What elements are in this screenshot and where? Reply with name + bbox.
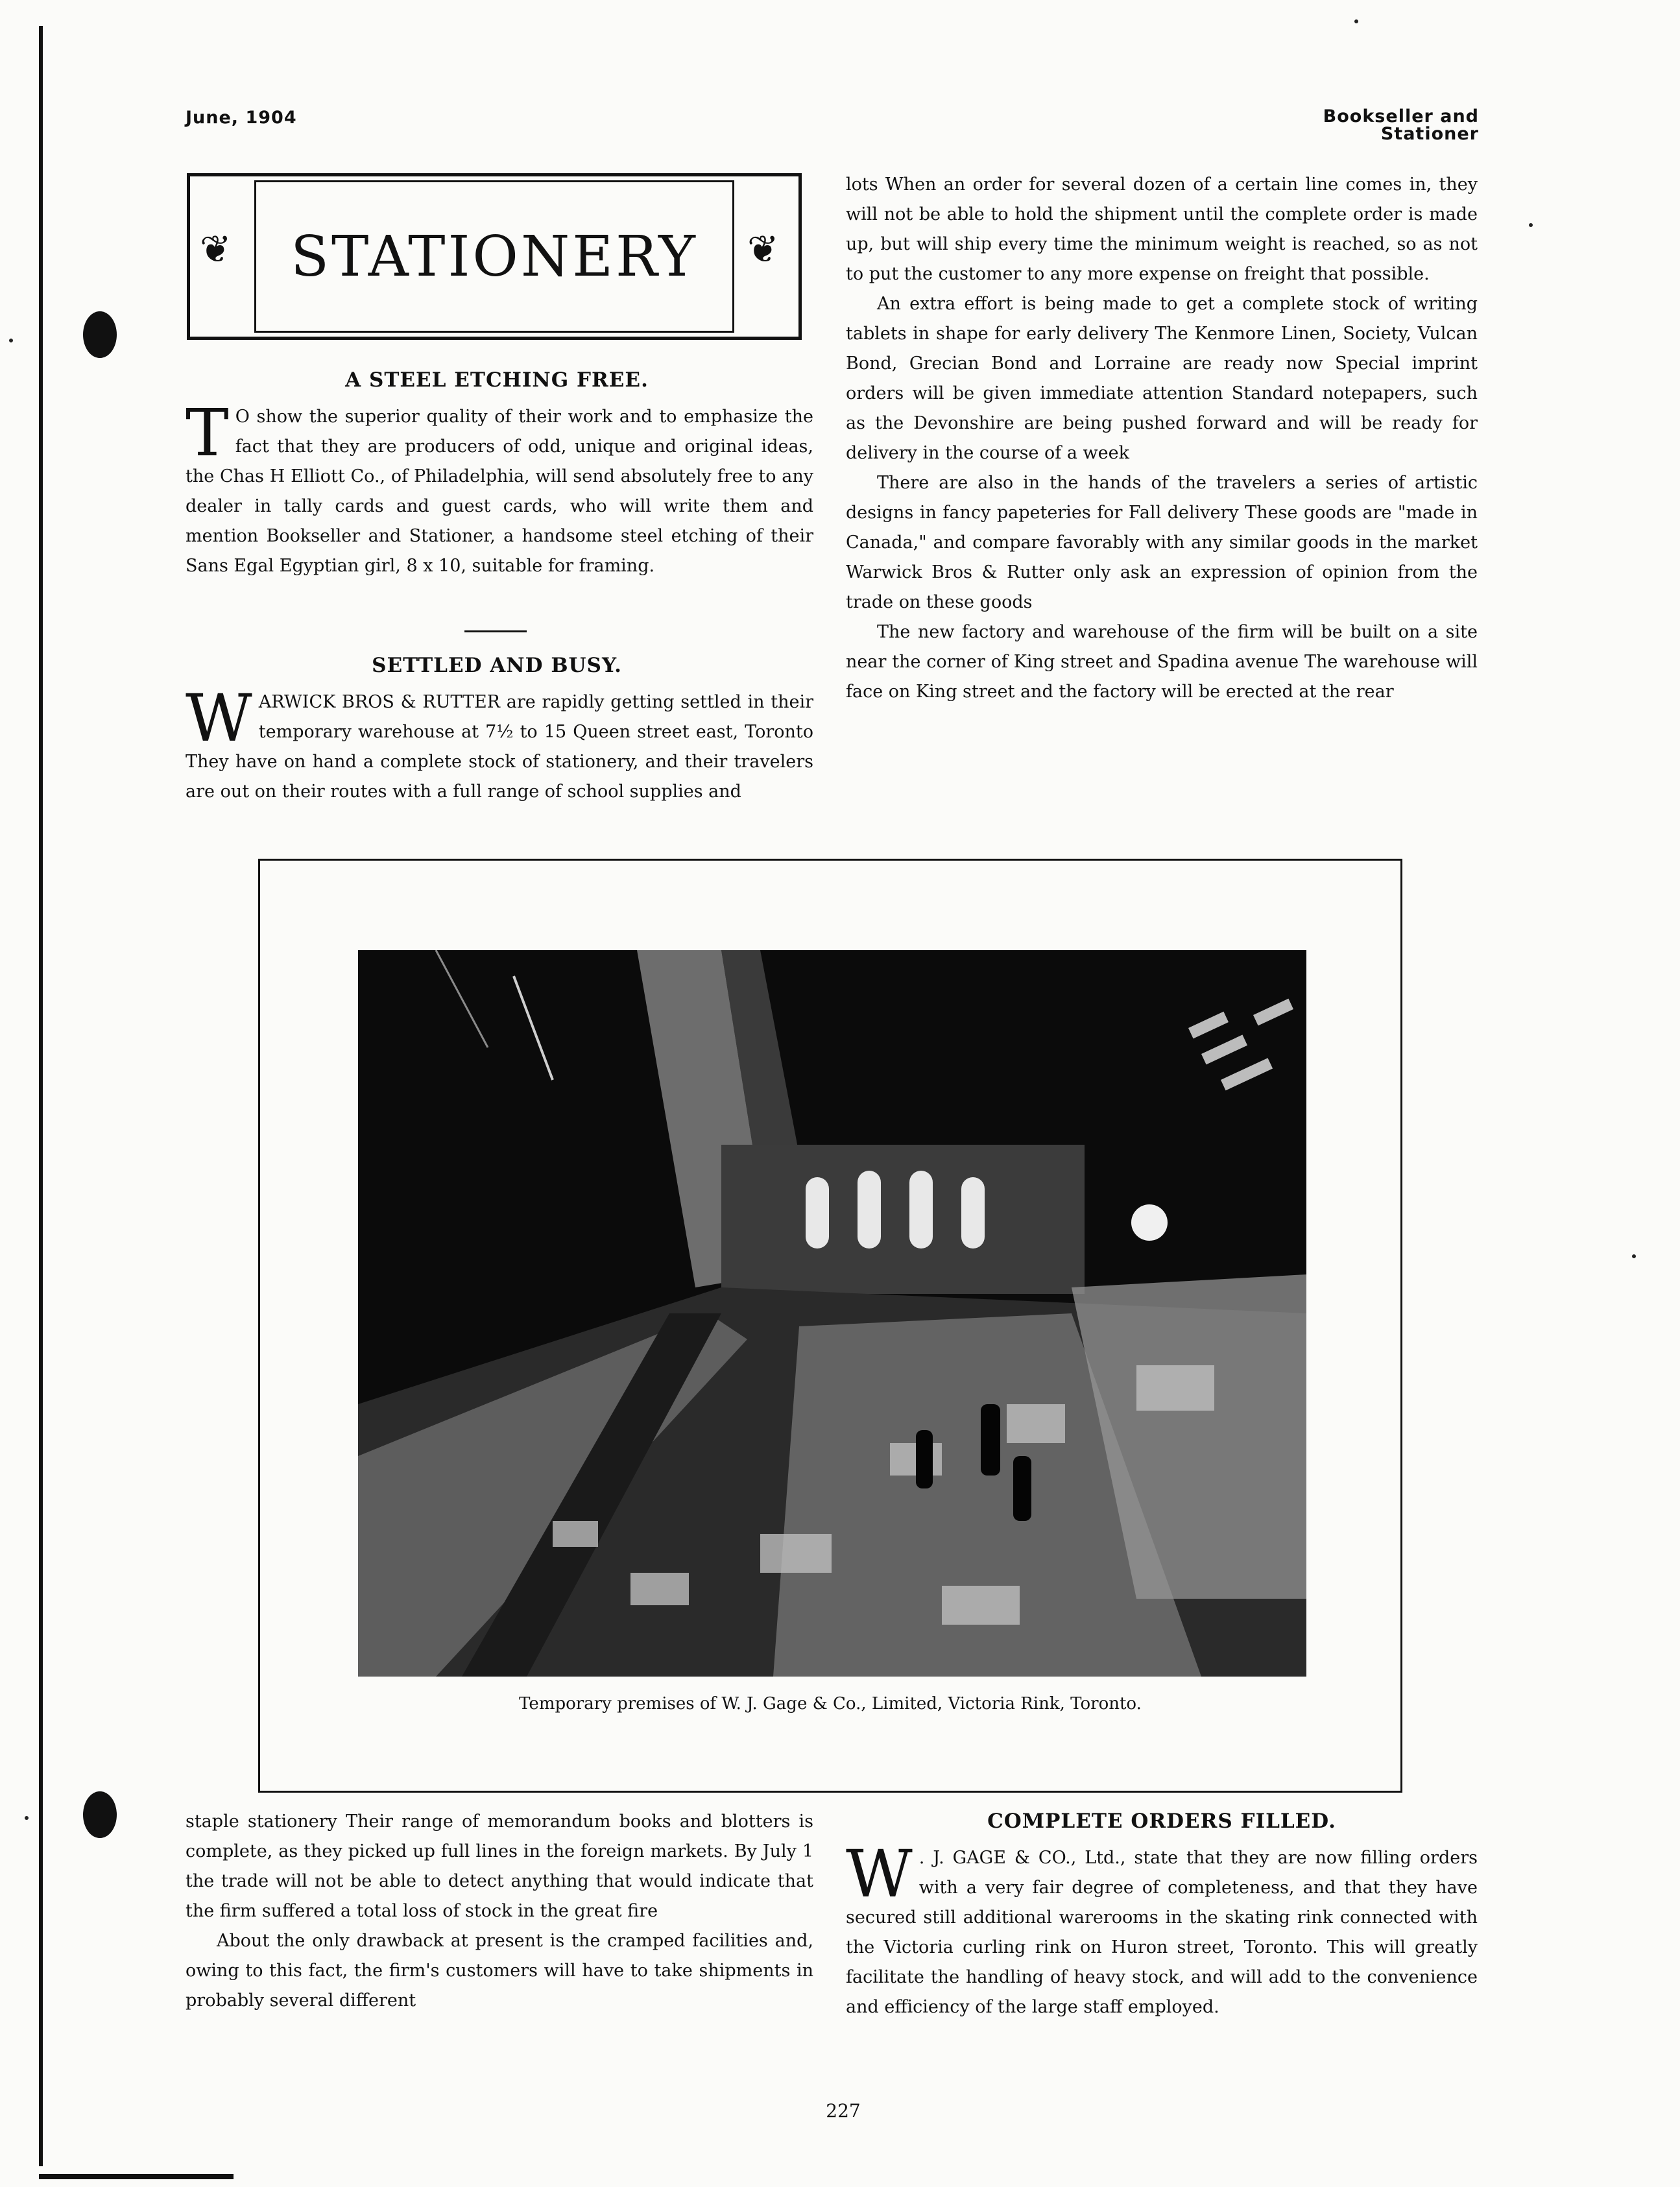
paragraph: About the only drawback at present is the cramped facilities and, owing to this fact, the firm's customers will have to take shipments in probably several different [186, 1931, 813, 2011]
article-text: O show the superior quality of their work and to emphasize the fact that they are producers of odd, unique and original ideas, the Chas H Elliott Co., of Philadelphia, will send absolutely free to any dealer in tally cards and guest cards, who will write them and mention Bookseller and Stationer, a handsome steel etching of their Sans Egal Egyptian girl, 8 x 10, suitable for framing. [186, 407, 813, 576]
article-body-continuation-left [186, 1807, 813, 2016]
article-body-complete-orders [846, 1836, 1478, 2022]
binding-edge-line [39, 26, 43, 2166]
paragraph: staple stationery Their range of memorandum books and blotters is complete, as they picked up full lines in the foreign markets. By July 1 the trade will not be able to detect anything that would indicate that the firm suffered a total loss of stock in the great fire [186, 1811, 813, 1921]
paragraph: lots When an order for several dozen of a certain line comes in, they will not be able to hold the shipment until the complete order is made up, but will ship every time the minimum weight is reached, so as not to put the customer to any more expense on freight that possible. [846, 174, 1478, 284]
scan-speck [1529, 223, 1533, 227]
ornament-right-icon: ❦ [747, 227, 779, 271]
issue-date: June, 1904 [186, 108, 297, 128]
ornament-left-icon: ❦ [200, 227, 232, 271]
publication-name-line1: Bookseller and [1323, 106, 1479, 126]
article-body-settled-busy [186, 680, 813, 807]
publication-name-line2: Stationer [1380, 124, 1479, 144]
scan-speck [9, 339, 13, 342]
binding-foot-line [39, 2174, 234, 2179]
article-heading-steel-etching: A STEEL ETCHING FREE. [345, 368, 649, 392]
paragraph: An extra effort is being made to get a complete stock of writing tablets in shape for early delivery The Kenmore Linen, Society, Vulcan Bond, Grecian Bond and Lorraine are ready now Special imprint orders will be given immediate attention Standard notepapers, such as the Devonshire are being pushed forward and will be ready for delivery in the course of a week [846, 294, 1478, 463]
page-number: 227 [826, 2100, 861, 2121]
publication-name [1232, 108, 1479, 143]
section-title: STATIONERY [291, 224, 698, 289]
article-divider [464, 630, 527, 632]
warehouse-photo-illustration [358, 950, 1306, 1677]
scan-speck [25, 1816, 29, 1820]
punch-hole-upper [83, 311, 117, 358]
article-heading-settled-busy: SETTLED AND BUSY. [372, 654, 622, 677]
dropcap: T [186, 395, 229, 471]
article-body-steel-etching [186, 395, 813, 581]
photo-caption: Temporary premises of W. J. Gage & Co., Limited, Victoria Rink, Toronto. [519, 1694, 1142, 1714]
article-body-continuation-right [846, 170, 1478, 707]
warehouse-photo [358, 950, 1306, 1677]
paragraph: There are also in the hands of the travelers a series of artistic designs in fancy papeteries for Fall delivery These goods are "made in Canada," and compare favorably with any similar goods in the market Warwick Bros & Rutter only ask an expression of opinion from the trade on these goods [846, 473, 1478, 612]
article-heading-complete-orders: COMPLETE ORDERS FILLED. [987, 1810, 1336, 1833]
scan-speck [1632, 1254, 1636, 1258]
punch-hole-lower [83, 1791, 117, 1838]
paragraph: The new factory and warehouse of the firm will be built on a site near the corner of King street and Spadina avenue The warehouse will face on King street and the factory will be erected at the rear [846, 622, 1478, 702]
article-text: ARWICK BROS & RUTTER are rapidly getting settled in their temporary warehouse at 7½ to 15 Queen street east, Toronto They have on hand a complete stock of stationery, and their travelers are out on their routes with a full range of school supplies and [186, 692, 813, 802]
article-text: . J. GAGE & CO., Ltd., state that they are now filling orders with a very fair degree of completeness, and that they have secured still additional warerooms in the skating rink connected with the Victoria curling rink on Huron street, Toronto. This will greatly facilitate the handling of heavy stock, and will add to the convenience and efficiency of the large staff employed. [846, 1848, 1478, 2017]
scan-speck [1354, 19, 1358, 23]
dropcap: W [846, 1836, 913, 1912]
dropcap: W [186, 680, 252, 756]
